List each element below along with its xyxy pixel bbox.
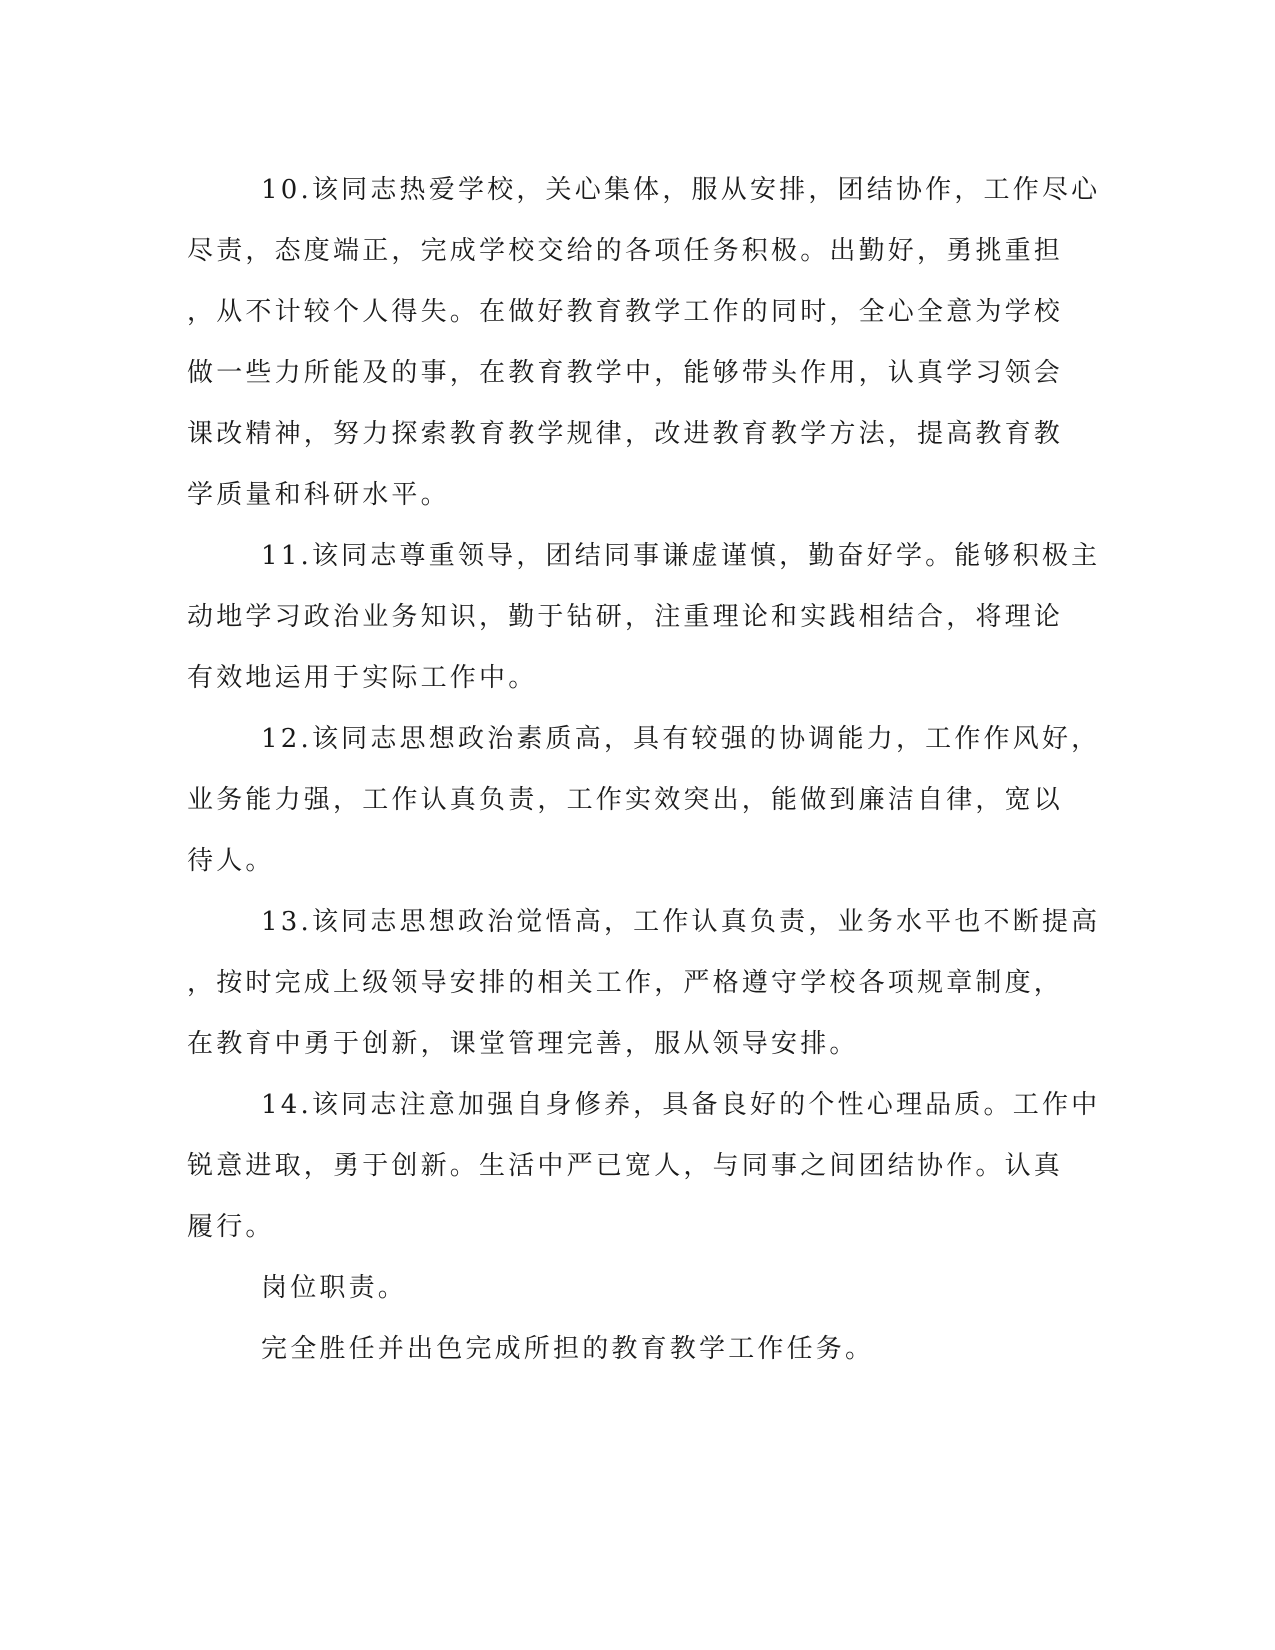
text-line: 在教育中勇于创新，课堂管理完善，服从领导安排。 [187,1029,859,1059]
text-line: ，从不计较个人得失。在做好教育教学工作的同时，全心全意为学校 [187,297,1064,327]
paragraph-10 [187,160,1101,526]
text-line: 学质量和科研水平。 [187,480,450,510]
paragraph-task-completion [187,1319,1087,1380]
text-line: 14.该同志注意加强自身修养，具备良好的个性心理品质。工作中 [261,1090,1101,1120]
text-line: 11.该同志尊重领导，团结同事谦虚谨慎，勤奋好学。能够积极主 [261,541,1101,571]
text-line: 完全胜任并出色完成所担的教育教学工作任务。 [261,1334,875,1364]
text-line: 10.该同志热爱学校，关心集体，服从安排，团结协作，工作尽心 [261,175,1101,205]
text-line: 尽责，态度端正，完成学校交给的各项任务积极。出勤好，勇挑重担 [187,236,1064,266]
paragraph-11 [187,526,1101,709]
text-line: 动地学习政治业务知识，勤于钻研，注重理论和实践相结合，将理论 [187,602,1064,632]
paragraph-job-duties [187,1258,1087,1319]
text-line: 有效地运用于实际工作中。 [187,663,538,693]
paragraph-12 [187,709,1101,892]
text-line: 12.该同志思想政治素质高，具有较强的协调能力，工作作风好， [261,724,1101,754]
document-body [187,160,1101,1380]
text-line: 13.该同志思想政治觉悟高，工作认真负责，业务水平也不断提高 [261,907,1101,937]
text-line: 锐意进取，勇于创新。生活中严已宽人，与同事之间团结协作。认真 [187,1151,1064,1181]
paragraph-13 [187,892,1101,1075]
text-line: 岗位职责。 [261,1273,408,1303]
text-line: 做一些力所能及的事，在教育教学中，能够带头作用，认真学习领会 [187,358,1064,388]
paragraph-14 [187,1075,1101,1258]
text-line: 待人。 [187,846,275,876]
text-line: 业务能力强，工作认真负责，工作实效突出，能做到廉洁自律，宽以 [187,785,1064,815]
text-line: 课改精神，努力探索教育教学规律，改进教育教学方法，提高教育教 [187,419,1064,449]
text-line: 履行。 [187,1212,275,1242]
text-line: ，按时完成上级领导安排的相关工作，严格遵守学校各项规章制度， [187,968,1064,998]
